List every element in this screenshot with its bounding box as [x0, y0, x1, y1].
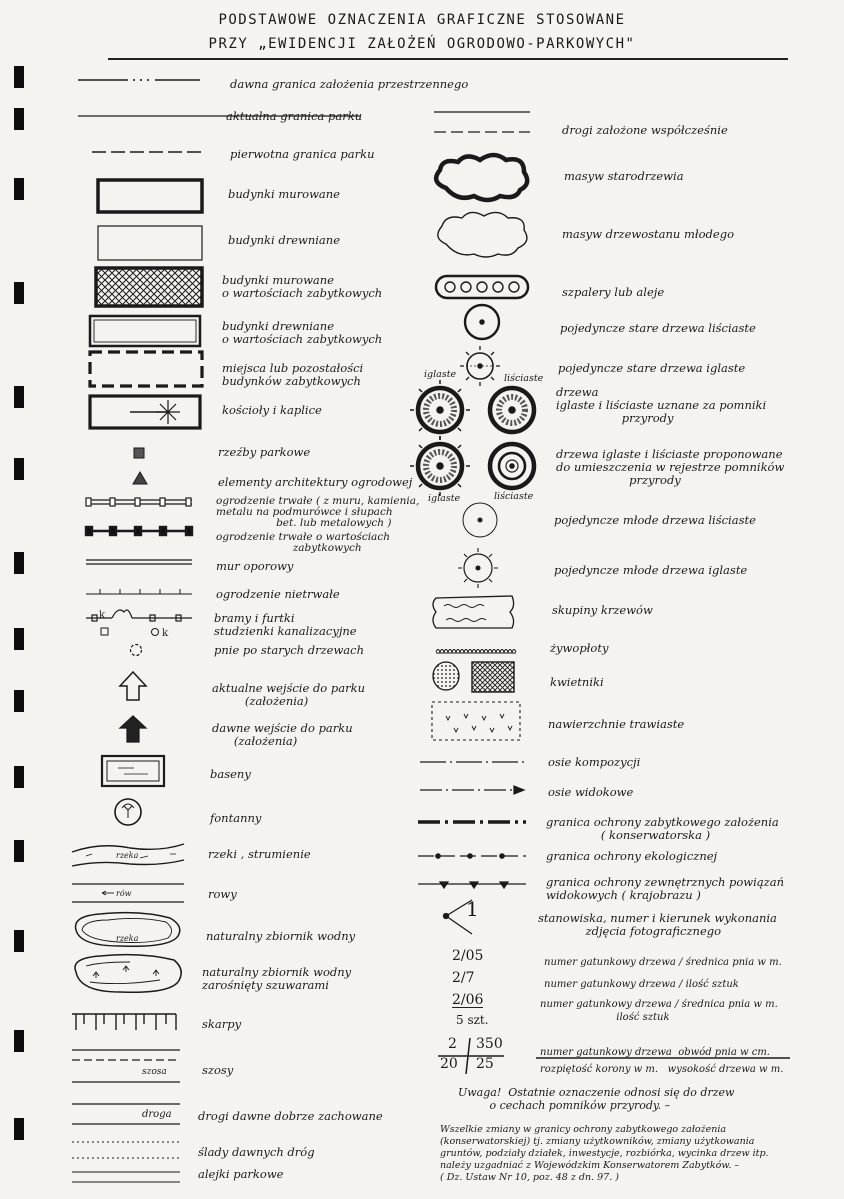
pond-label: rzeka	[116, 934, 139, 943]
legend-label: ogrodzenie trwałe o wartościach zabytkowych	[216, 531, 390, 554]
ditch-label: rów	[116, 889, 132, 898]
legend-label: stanowiska, numer i kierunek wykonania zdjęcia fotograficznego	[538, 911, 777, 938]
legend-label: drzewa iglaste i liściaste proponowane do umieszczenia w rejestrze pomników przyrody	[556, 447, 785, 487]
legend-label: ogrodzenie nietrwałe	[216, 587, 340, 601]
legend-label: pierwotna granica parku	[230, 147, 375, 161]
note-body: Wszelkie zmiany w granicy ochrony zabytkowego założenia (konserwatorskiej) tj. zmiany użytkowników, zmiany użytkowania gruntów, podziały działek, inwestycje, rozbiórka, wycinka drzew itp. należy uzgadniać z Wojewódzkim Konserwatorem Zabytków. – ( Dz. Ustaw Nr 10, poz. 48 z dn. 97. )	[440, 1124, 769, 1183]
legend-label: granica ochrony ekologicznej	[546, 849, 718, 863]
legend-label: budynki drewniane	[228, 233, 340, 247]
legend-label: osie kompozycji	[548, 755, 641, 769]
legend-label: naturalny zbiornik wodny	[206, 929, 356, 943]
legend-label: drogi założone współcześnie	[562, 123, 728, 137]
legend-label: numer gatunkowy drzewa / ilość sztuk	[544, 979, 739, 990]
legend-label: kwietniki	[550, 675, 604, 689]
legend-label: żywopłoty	[550, 641, 609, 655]
deciduous-label-bottom: liściaste	[494, 491, 534, 502]
legend-label: miejsca lub pozostałości budynków zabytkowych	[222, 361, 364, 388]
deciduous-label-top: liściaste	[504, 373, 544, 384]
legend-label: osie widokowe	[548, 785, 634, 799]
legend-label: granica ochrony zabytkowego założenia ( konserwatorska )	[546, 815, 779, 842]
legend-label: baseny	[210, 767, 251, 781]
legend-label: masyw drzewostanu młodego	[562, 227, 735, 241]
legend-label: masyw starodrzewia	[564, 169, 684, 183]
fraction-2: 2/7	[452, 970, 475, 986]
legend-label: elementy architektury ogrodowej	[218, 475, 413, 489]
legend-label: drogi dawne dobrze zachowane	[198, 1109, 383, 1123]
legend-label: budynki murowane	[228, 187, 340, 201]
legend-label: dawne wejście do parku (założenia)	[212, 721, 353, 748]
legend-label: pojedyncze młode drzewa iglaste	[554, 563, 748, 577]
fraction-4-bl: 20	[440, 1056, 458, 1072]
legend-label: aktualne wejście do parku (założenia)	[212, 681, 365, 708]
legend-label: nawierzchnie trawiaste	[548, 717, 685, 731]
document-title-line-2: PRZY „EWIDENCJI ZAŁOŻEŃ OGRODOWO-PARKOWYCH"	[208, 36, 636, 52]
legend-label: ogrodzenie trwałe ( z muru, kamienia, metalu na podmurówce i słupach bet. lub metalowych )	[216, 495, 420, 529]
legend-label: budynki drewniane o wartościach zabytkowych	[222, 319, 383, 346]
legend-label: rowy	[208, 887, 237, 901]
legend-label: kościoły i kaplice	[222, 403, 322, 417]
road-label: droga	[142, 1109, 172, 1120]
note-uwaga: Uwaga! Ostatnie oznaczenie odnosi się do drzew o cechach pomników przyrody. –	[458, 1086, 735, 1112]
legend-label: skarpy	[202, 1017, 242, 1031]
photo-number: 1	[466, 897, 479, 921]
manhole-label-k2: k	[162, 628, 169, 639]
legend-label: bramy i furtki studzienki kanalizacyjne	[214, 611, 357, 638]
legend-label: granica ochrony zewnętrznych powiązań widokowych ( krajobrazu )	[546, 875, 784, 902]
legend-label: szosy	[202, 1063, 234, 1077]
legend-label: pnie po starych drzewach	[214, 643, 364, 657]
legend-label: alejki parkowe	[198, 1167, 284, 1181]
legend-label: rzeki , strumienie	[208, 847, 311, 861]
conifer-label-top: iglaste	[424, 369, 457, 380]
river-label: rzeka	[116, 851, 139, 860]
legend-label: szpalery lub aleje	[562, 285, 665, 299]
legend-label: numer gatunkowy drzewa / średnica pnia w m. ilość sztuk	[540, 999, 778, 1023]
legend-label: drzewa iglaste i liściaste uznane za pomniki przyrody	[556, 385, 767, 425]
legend-label: dawna granica założenia przestrzennego	[230, 77, 469, 91]
fraction-3-top: 2/06	[452, 992, 484, 1008]
legend-label: budynki murowane o wartościach zabytkowych	[222, 273, 383, 300]
fraction-4-tl: 2	[448, 1036, 457, 1052]
legend-label: naturalny zbiornik wodny zarośnięty szuwarami	[202, 965, 352, 992]
conifer-label-bottom: iglaste	[428, 493, 461, 504]
document-title-line-1: PODSTAWOWE OZNACZENIA GRAFICZNE STOSOWANE	[218, 12, 626, 28]
legend-label: mur oporowy	[216, 559, 294, 573]
manhole-label-k1: k	[99, 610, 106, 621]
legend-label: pojedyncze młode drzewa liściaste	[554, 513, 756, 527]
legend-label: skupiny krzewów	[552, 603, 653, 617]
fraction-3-bottom: 5 szt.	[456, 1013, 489, 1027]
legend-label: pojedyncze stare drzewa liściaste	[560, 321, 756, 335]
legend-label: numer gatunkowy drzewa / średnica pnia w m.	[544, 957, 782, 968]
legend-label: numer gatunkowy drzewa obwód pnia w cm. rozpiętość korony w m. wysokość drzewa w m.	[540, 1047, 784, 1075]
legend-label: fontanny	[210, 811, 262, 825]
legend-label: aktualna granica parku	[226, 109, 363, 123]
legend-label: ślady dawnych dróg	[198, 1145, 315, 1159]
legend-label: pojedyncze stare drzewa iglaste	[558, 361, 746, 375]
legend-label: rzeźby parkowe	[218, 445, 311, 459]
fraction-4-br: 25	[476, 1056, 494, 1072]
fraction-4-tr: 350	[476, 1036, 503, 1052]
fraction-1: 2/05	[452, 948, 484, 964]
highway-label: szosa	[142, 1067, 167, 1077]
